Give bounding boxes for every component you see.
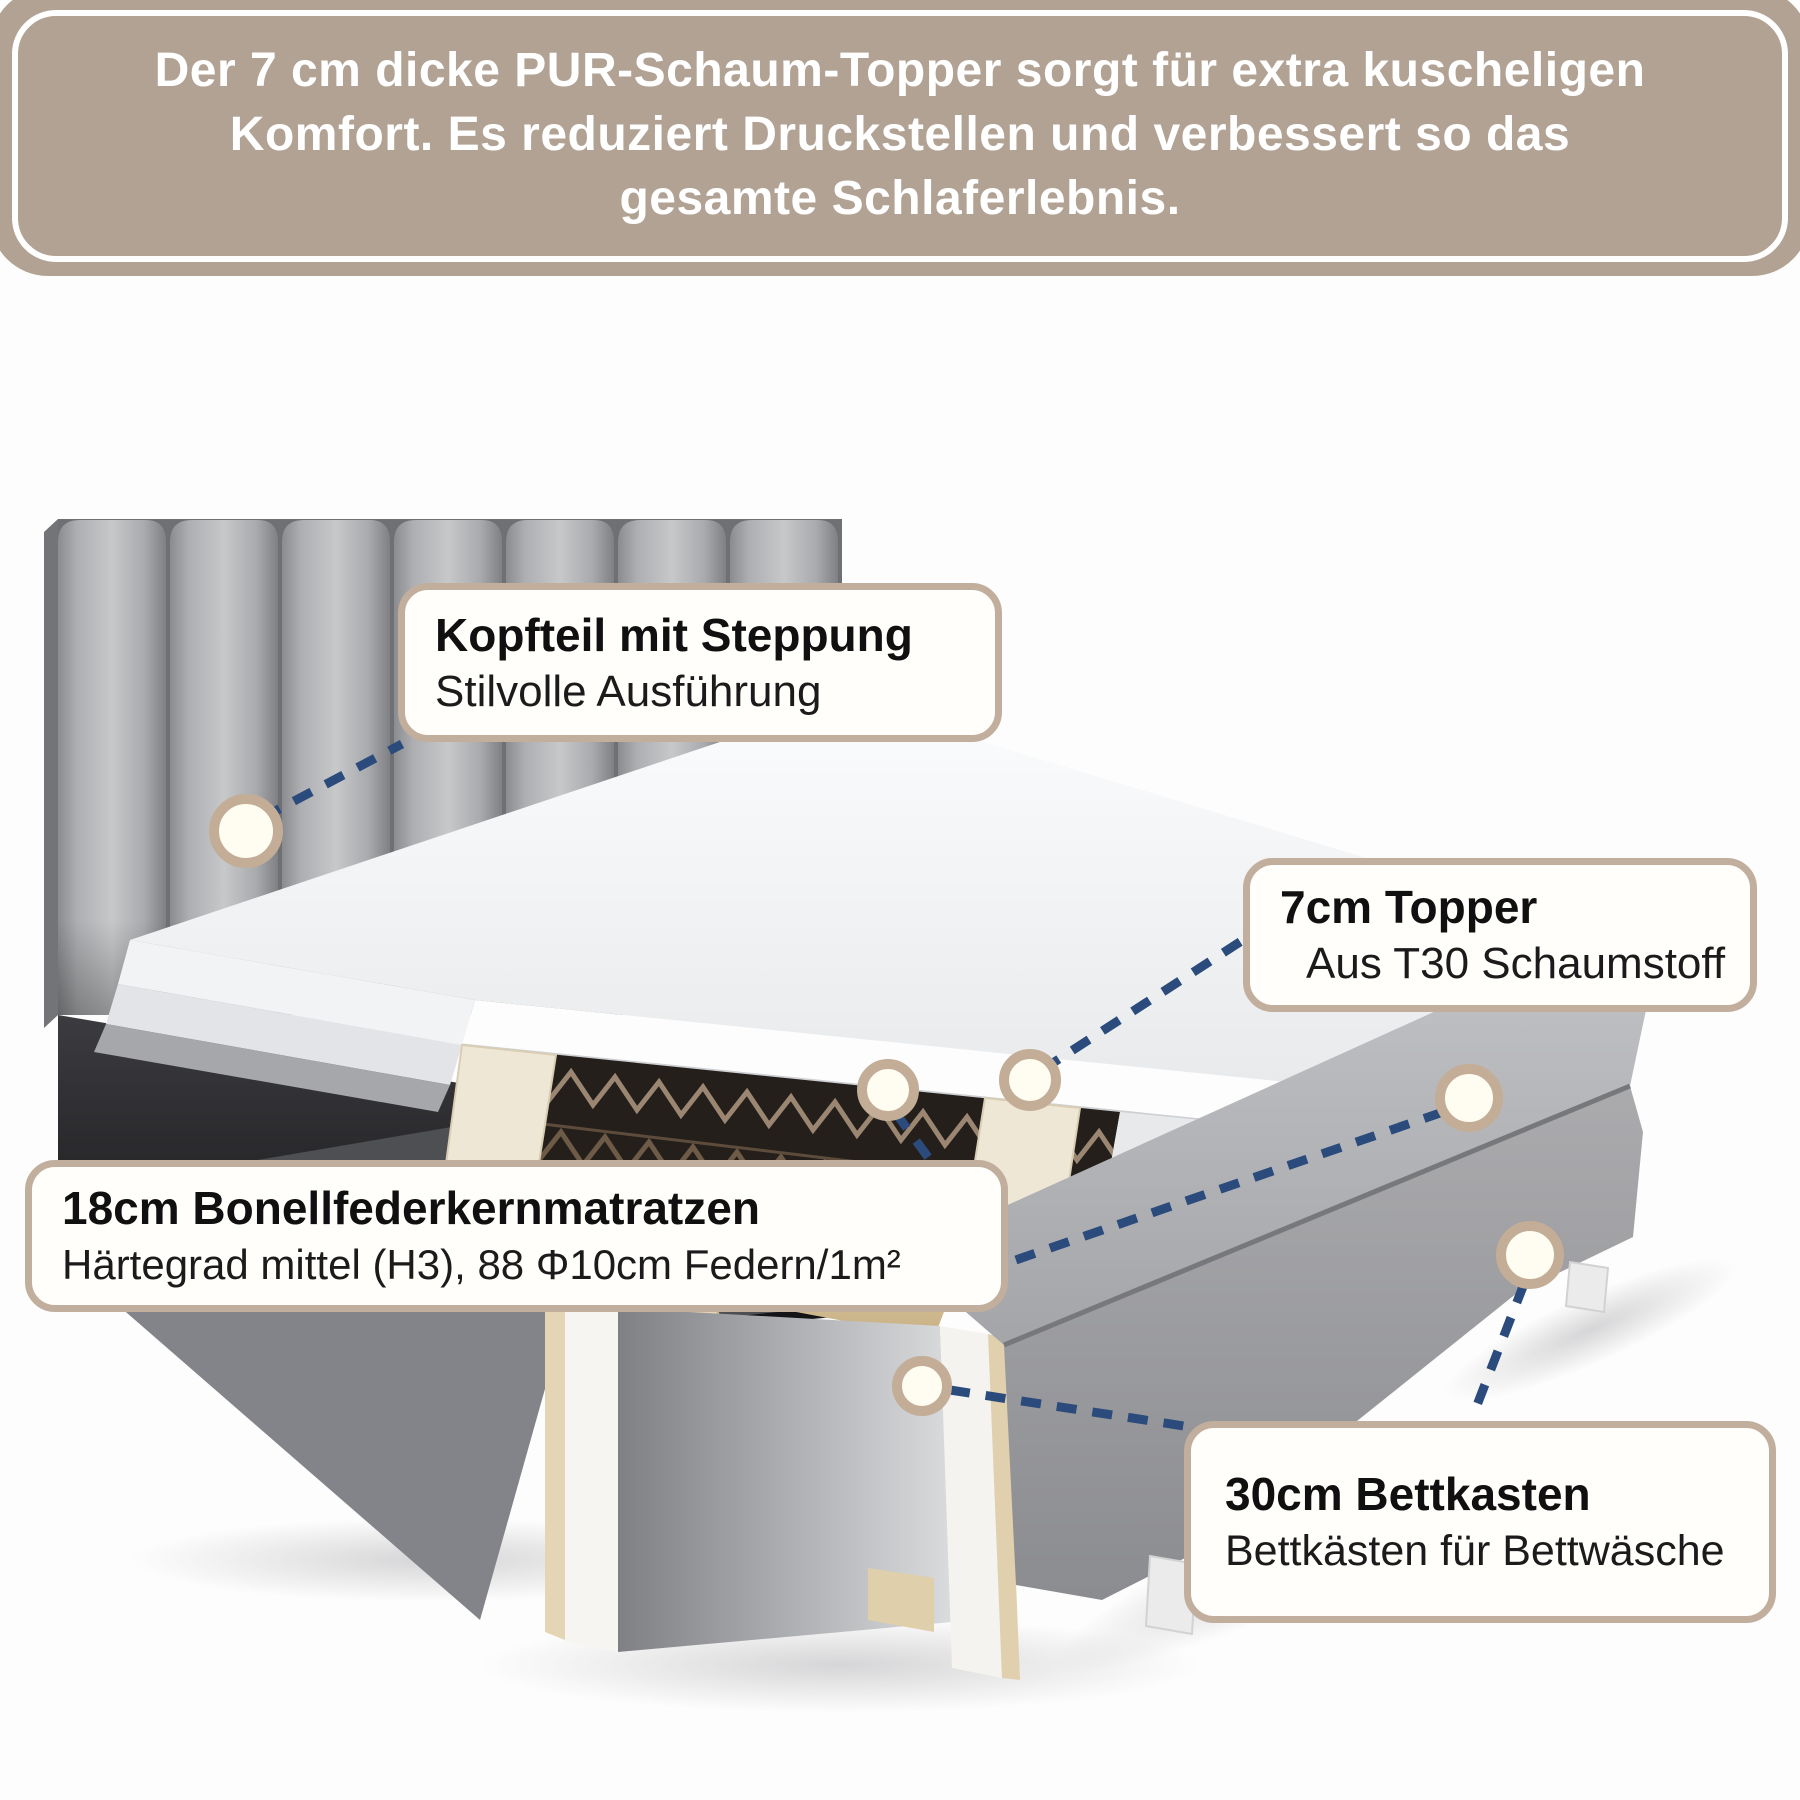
callout-title: 30cm Bettkasten <box>1225 1468 1591 1520</box>
bed-foot <box>1566 1262 1608 1312</box>
callout-kopfteil <box>398 583 1002 742</box>
marker-dot-headboard <box>214 799 278 863</box>
callout-matratze <box>25 1160 1008 1312</box>
callout-topper <box>1243 858 1757 1012</box>
callout-subtitle: Härtegrad mittel (H3), 88 Φ10cm Federn/1m² <box>62 1241 901 1288</box>
header-banner <box>0 0 1800 276</box>
callout-title: 18cm Bonellfederkernmatratzen <box>62 1182 760 1234</box>
callout-subtitle: Bettkästen für Bettwäsche <box>1225 1527 1725 1575</box>
banner-text <box>155 33 1646 231</box>
callout-title: 7cm Topper <box>1280 881 1538 933</box>
callout-subtitle: Stilvolle Ausführung <box>435 666 822 716</box>
callout-bettkasten <box>1184 1421 1776 1623</box>
banner-line: Der 7 cm dicke PUR-Schaum-Topper sorgt für extra kuscheligen <box>154 44 1646 97</box>
marker-dot-topper <box>1004 1054 1056 1106</box>
banner-line: gesamte Schlaferlebnis. <box>619 172 1181 225</box>
callout-subtitle: Aus T30 Schaumstoff <box>1306 939 1726 988</box>
marker-dot-springs <box>862 1064 914 1116</box>
callout-title: Kopfteil mit Steppung <box>435 608 913 661</box>
marker-dot-mattress-side <box>1440 1069 1498 1127</box>
marker-dot-box-side <box>1501 1226 1559 1284</box>
marker-dot-storage <box>897 1361 947 1411</box>
banner-line: Komfort. Es reduziert Druckstellen und verbessert so das <box>229 108 1571 161</box>
